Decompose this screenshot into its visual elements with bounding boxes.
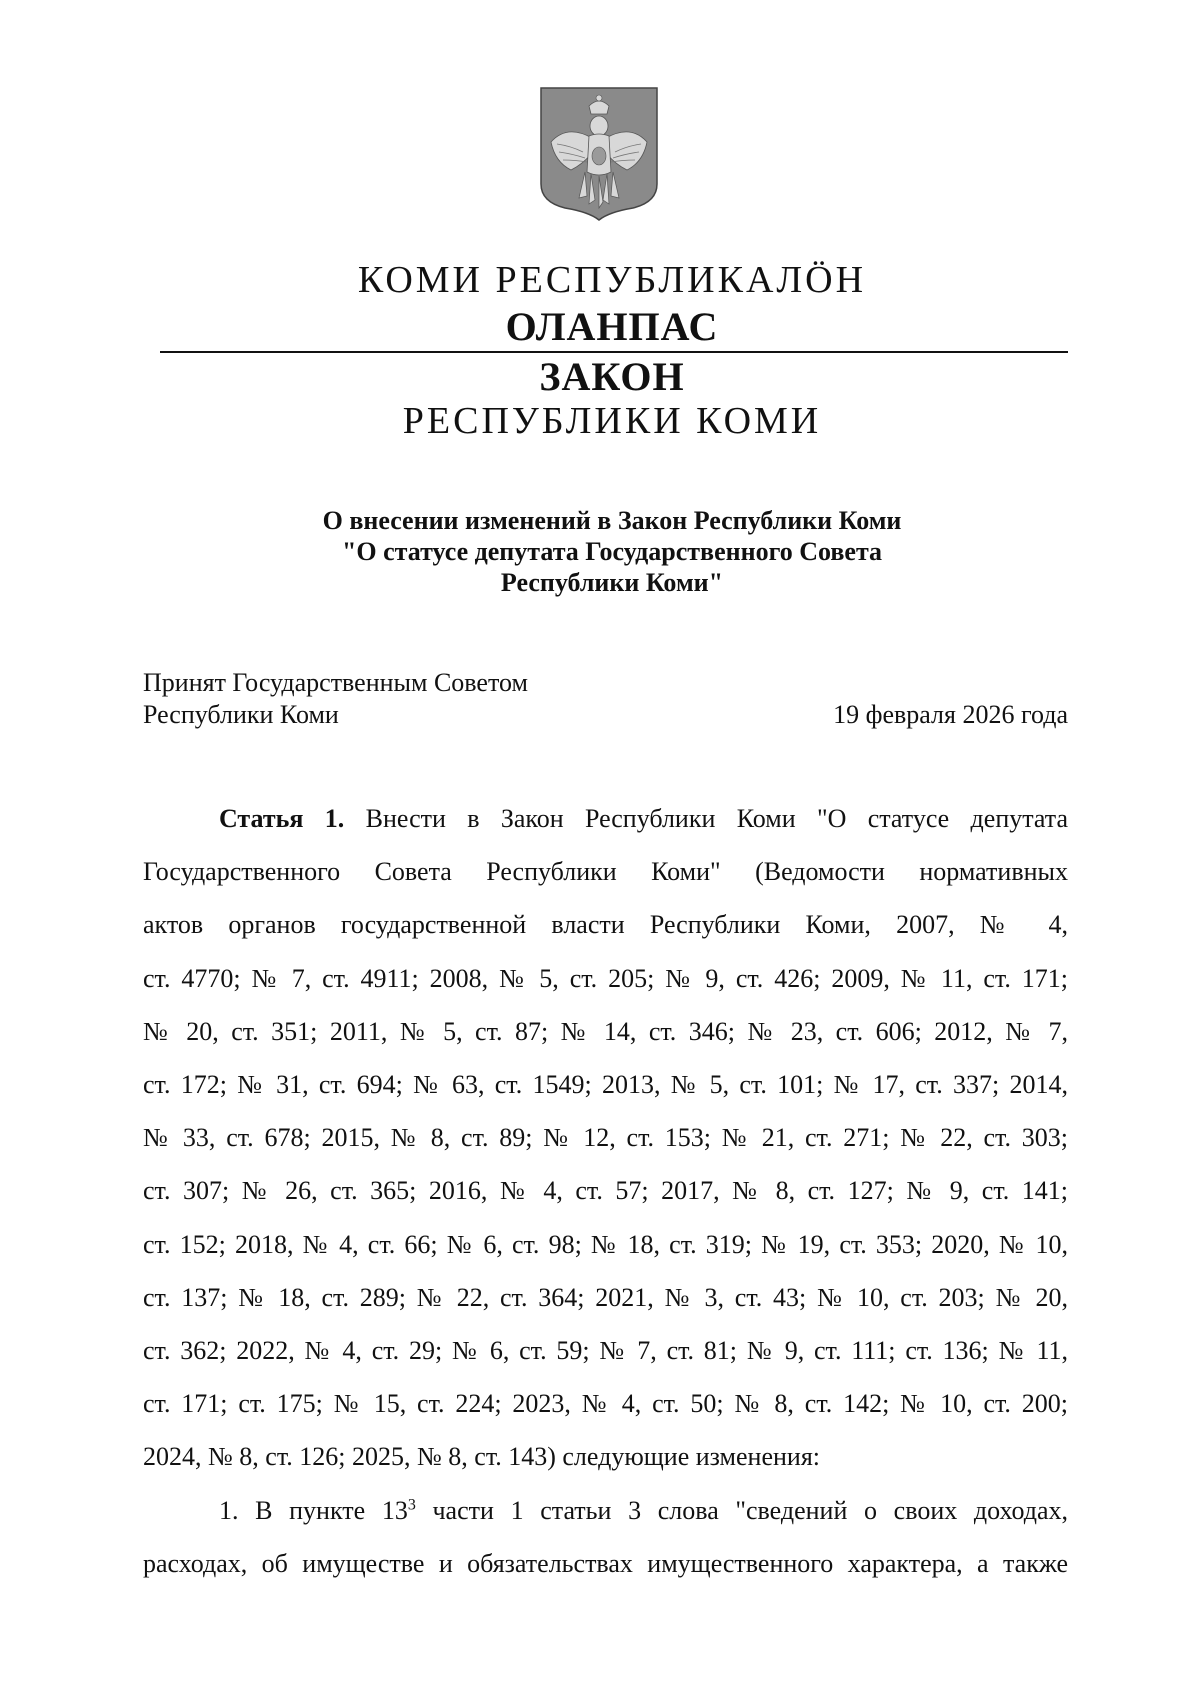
item-1-line: 1. В пункте $13^3$ части 1 статьи 3 слова "сведений о своих доходах,	[219, 1495, 1068, 1525]
article-1-line: ст. 152; 2018, № 4, ст. 66; № 6, ст. 98; № 18, ст. 319; № 19, ст. 353; 2020, № 10,	[143, 1229, 1068, 1259]
article-1-label: Статья 1.	[219, 804, 345, 833]
article-1-line: ст. 307; № 26, ст. 365; 2016, № 4, ст. 57; 2017, № 8, ст. 127; № 9, ст. 141;	[143, 1176, 1068, 1206]
item-1-line: расходах, об имуществе и обязательствах имущественного характера, а также	[143, 1548, 1068, 1578]
document-title	[160, 505, 1064, 598]
adopted-by	[143, 667, 528, 731]
header-olanpas: ОЛАНПАС	[505, 304, 719, 349]
article-1	[143, 792, 1068, 1590]
title-line-1: О внесении изменений в Закон Республики Коми	[322, 506, 902, 535]
article-1-line: ст. 137; № 18, ст. 289; № 22, ст. 364; 2021, № 3, ст. 43; № 10, ст. 203; № 20,	[143, 1282, 1068, 1312]
superscript: 3	[407, 1495, 416, 1513]
article-1-line: ст. 362; 2022, № 4, ст. 29; № 6, ст. 59; № 7, ст. 81; № 9, ст. 111; ст. 136; № 11,	[143, 1336, 1068, 1366]
article-1-line: 2024, № 8, ст. 126; 2025, № 8, ст. 143) следующие изменения:	[143, 1442, 821, 1472]
adopted-line-2: Республики Коми	[143, 700, 339, 729]
adopted-date: 19 февраля 2026 года	[833, 700, 1068, 729]
header-republic-line: РЕСПУБЛИКИ КОМИ	[402, 400, 822, 442]
article-1-line: актов органов государственной власти Республики Коми, 2007, № 4,	[143, 910, 1068, 940]
title-line-3: Республики Коми"	[500, 568, 724, 597]
article-1-line: ст. 171; ст. 175; № 15, ст. 224; 2023, № 4, ст. 50; № 8, ст. 142; № 10, ст. 200;	[143, 1389, 1068, 1419]
article-1-line: ст. 4770; № 7, ст. 4911; 2008, № 5, ст. 205; № 9, ст. 426; 2009, № 11, ст. 171;	[143, 963, 1068, 993]
article-1-line: ст. 172; № 31, ст. 694; № 63, ст. 1549; 2013, № 5, ст. 101; № 17, ст. 337; 2014,	[143, 1070, 1068, 1100]
header-zakon: ЗАКОН	[539, 354, 685, 399]
article-1-line: № 20, ст. 351; 2011, № 5, ст. 87; № 14, ст. 346; № 23, ст. 606; 2012, № 7,	[143, 1016, 1068, 1046]
adopted-line-1: Принят Государственным Советом	[143, 668, 528, 697]
article-1-line: Государственного Совета Республики Коми" (Ведомости нормативных	[143, 857, 1068, 887]
header-komi-line: КОМИ РЕСПУБЛИКАЛÖН	[357, 259, 867, 301]
article-1-line: № 33, ст. 678; 2015, № 8, ст. 89; № 12, ст. 153; № 21, ст. 271; № 22, ст. 303;	[143, 1123, 1068, 1153]
coat-of-arms-icon	[537, 86, 661, 222]
title-line-2: "О статусе депутата Государственного Совета	[341, 537, 883, 566]
article-1-line: Статья 1. Внести в Закон Республики Коми "О статусе депутата	[219, 804, 1069, 833]
